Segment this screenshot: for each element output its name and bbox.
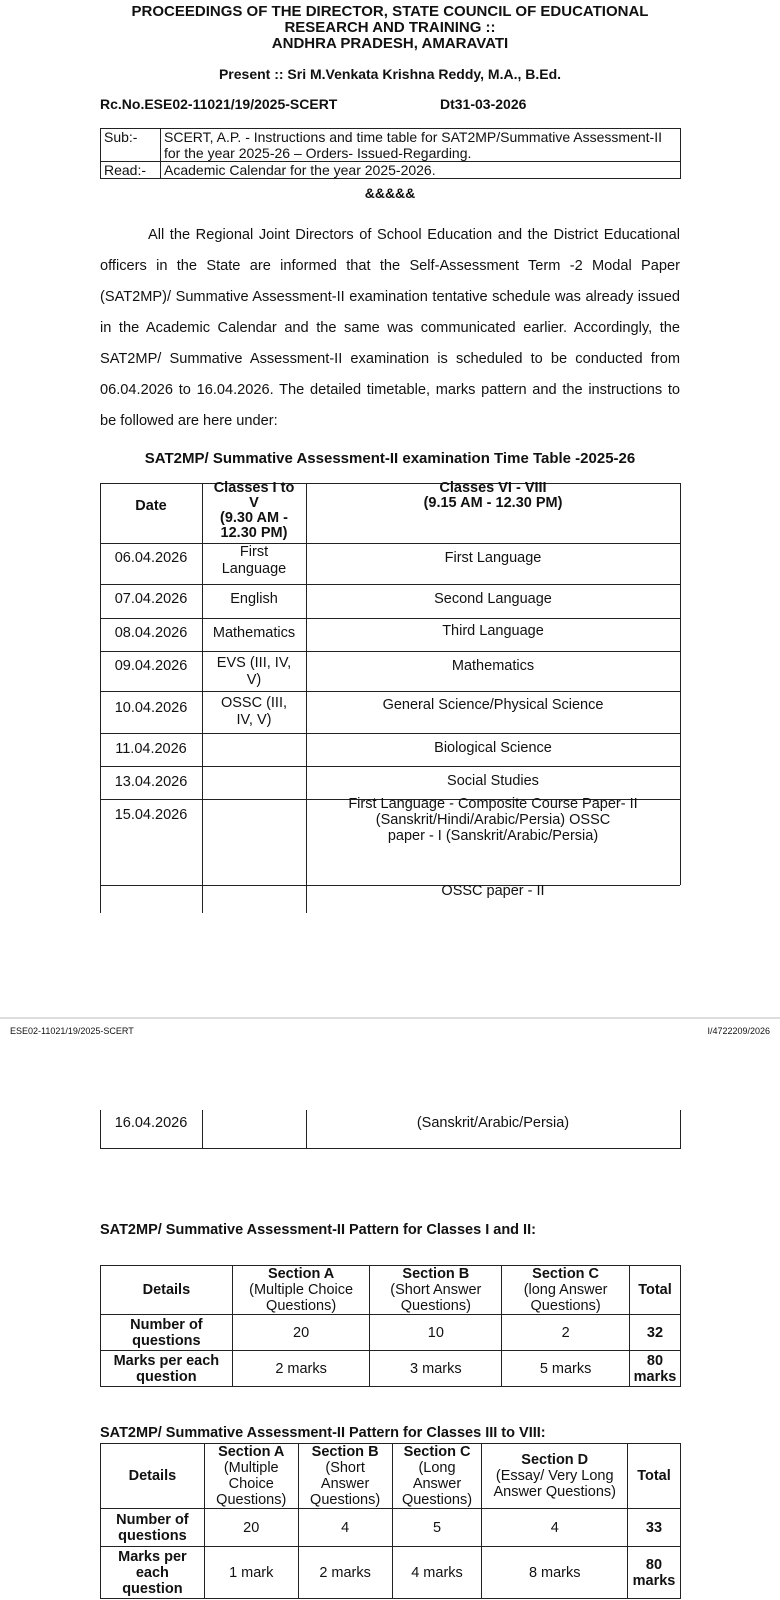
subject-box (100, 128, 681, 179)
section-sub: Questions) (266, 1298, 337, 1314)
table-border-right (680, 483, 681, 885)
cell-value: 4 (298, 1509, 392, 1547)
row-primary (202, 544, 306, 578)
cell-value: 3 marks (370, 1351, 502, 1387)
cell-value: 1 mark (204, 1547, 298, 1599)
section-sub: Answer Questions) (493, 1484, 616, 1500)
section-title: Section C (403, 1444, 471, 1460)
pattern-1-2-title: SAT2MP/ Summative Assessment-II Pattern for Classes I and II: (100, 1222, 536, 1238)
header-section-c (392, 1444, 482, 1509)
row-primary: English (230, 591, 278, 607)
timetable-continued (100, 1110, 680, 1148)
body-paragraph: All the Regional Joint Directors of School Education and the District Educational officers in the State are informed that the Self-Assessment Term -2 Modal Paper (SAT2MP)/ Summative Assessment-II examination tentative schedule was already issued in the Academic Calendar and the same was communicated earlier. Accordingly, the SAT2MP/ Summative Assessment-II examination is scheduled to be conducted from 06.04.2026 to 16.04.2026. The detailed timetable, marks pattern and the instructions to be followed are here under: (100, 227, 680, 429)
row-date: 08.04.2026 (114, 625, 188, 641)
header-section-a (232, 1266, 370, 1315)
section-sub: Questions) (401, 1492, 473, 1508)
cell-value: 5 (392, 1509, 482, 1547)
row-primary-line: EVS (III, IV, (216, 655, 292, 671)
row-label-line: Marks per each (113, 1352, 220, 1369)
row-upper: (Sanskrit/Arabic/Persia) (416, 1115, 570, 1131)
cell-value: 20 (204, 1509, 298, 1547)
table-row (101, 1444, 681, 1509)
row-date: 13.04.2026 (114, 774, 188, 790)
header-details: Details (101, 1266, 233, 1315)
section-title: Section B (311, 1444, 379, 1460)
row-date: 09.04.2026 (114, 658, 188, 674)
section-sub: (Multiple Choice (249, 1282, 354, 1298)
header-section-c (502, 1266, 630, 1315)
row-primary (202, 695, 306, 729)
section-sub: Questions) (216, 1492, 287, 1508)
row-upper: Social Studies (447, 773, 539, 789)
header-details: Details (101, 1444, 205, 1509)
header-section-b (298, 1444, 392, 1509)
section-sub: Answer (412, 1476, 462, 1492)
section-title: Section C (532, 1266, 600, 1282)
table-row (100, 691, 680, 733)
title-line-3: ANDHRA PRADESH, AMARAVATI (271, 35, 509, 52)
section-title: Section A (218, 1444, 285, 1460)
table-row (101, 1315, 681, 1351)
table-divider-1 (202, 1110, 203, 1148)
cell-total-line: marks (632, 1572, 676, 1589)
section-sub: (Short (325, 1460, 365, 1476)
row-label-line: question (122, 1580, 183, 1597)
row-upper (306, 796, 680, 844)
table-row (100, 651, 680, 691)
header-primary-line: 12.30 PM) (220, 525, 288, 541)
row-label (101, 1351, 233, 1387)
page-footer-right: I/4722209/2026 (707, 1026, 770, 1036)
table-row-split-top (100, 885, 680, 913)
header-section-d (482, 1444, 628, 1509)
cell-value: 20 (232, 1315, 370, 1351)
section-sub: (long Answer (523, 1282, 608, 1298)
row-upper-line: First Language - Composite Course Paper- II (348, 796, 638, 812)
section-sub: (Short Answer (390, 1282, 482, 1298)
cell-value: 2 marks (298, 1547, 392, 1599)
table-row (100, 543, 680, 584)
row-primary-line: OSSC (III, (220, 695, 288, 711)
timetable-header-row (100, 480, 680, 543)
pattern-3-8-table (100, 1443, 681, 1599)
title-line-2: RESEARCH AND TRAINING :: (284, 19, 496, 36)
read-text: Academic Calendar for the year 2025-2026. (161, 162, 681, 179)
row-label (101, 1509, 205, 1547)
cell-value: 8 marks (482, 1547, 628, 1599)
section-sub: (Essay/ Very Long (495, 1468, 614, 1484)
section-sub: Questions) (400, 1298, 471, 1314)
section-sub: Questions) (310, 1492, 381, 1508)
table-row (101, 1351, 681, 1387)
present-line: Present :: Sri M.Venkata Krishna Reddy, M.A., B.Ed. (218, 66, 562, 82)
section-sub: (Long (418, 1460, 456, 1476)
cell-total-line: 80 (645, 1556, 663, 1573)
table-row (100, 733, 680, 766)
header-primary-line: V (249, 495, 259, 511)
page-break (0, 1017, 780, 1019)
header-upper-line: (9.15 AM - 12.30 PM) (423, 495, 563, 511)
header-date: Date (135, 498, 167, 514)
row-upper-line: paper - I (Sanskrit/Arabic/Persia) (387, 828, 599, 844)
cell-total-line: marks (633, 1368, 677, 1385)
pattern-3-8-title: SAT2MP/ Summative Assessment-II Pattern for Classes III to VIII: (100, 1425, 546, 1441)
row-primary: Mathematics (212, 625, 296, 641)
section-sub: Questions) (530, 1298, 601, 1314)
row-label-line: each (135, 1564, 169, 1581)
row-date: 15.04.2026 (114, 807, 188, 823)
table-row (100, 796, 680, 885)
row-date: 06.04.2026 (114, 550, 188, 566)
row-upper: Second Language (434, 591, 552, 607)
row-upper: Third Language (442, 623, 544, 639)
table-bottom-border (100, 1148, 681, 1149)
reference-date: Dt31-03-2026 (440, 96, 527, 112)
row-label-line: Number of (116, 1511, 189, 1528)
cell-value: 5 marks (502, 1351, 630, 1387)
cell-value: 4 marks (392, 1547, 482, 1599)
row-date: 07.04.2026 (114, 591, 188, 607)
table-row (101, 1547, 681, 1599)
section-title: Section D (521, 1452, 589, 1468)
row-primary (202, 655, 306, 689)
read-label: Read:- (101, 162, 161, 179)
table-border-right (680, 1110, 681, 1148)
header-total: Total (628, 1444, 681, 1509)
pattern-1-2-table (100, 1265, 681, 1387)
row-label-line: Marks per (118, 1548, 187, 1565)
section-sub: Choice (228, 1476, 274, 1492)
row-primary-line: V) (246, 672, 262, 688)
section-sub: Answer (320, 1476, 370, 1492)
row-primary-line: IV, V) (236, 712, 272, 728)
sub-label: Sub:- (101, 129, 161, 162)
cell-total (629, 1351, 680, 1387)
sub-text: SCERT, A.P. - Instructions and time table for SAT2MP/Summative Assessment-II for the year 2025-26 – Orders- Issued-Regarding. (161, 129, 681, 162)
row-upper-line: (Sanskrit/Hindi/Arabic/Persia) OSSC (375, 812, 611, 828)
cell-value: 4 (482, 1509, 628, 1547)
table-row (100, 766, 680, 799)
row-label (101, 1547, 205, 1599)
header-primary-line: (9.30 AM - (220, 510, 288, 526)
row-label-line: questions (132, 1332, 201, 1349)
cell-total: 33 (628, 1509, 681, 1547)
section-title: Section B (402, 1266, 470, 1282)
row-primary-line: Language (221, 561, 287, 577)
row-date: 16.04.2026 (114, 1115, 188, 1131)
cell-value: 2 (502, 1315, 630, 1351)
row-upper: Mathematics (451, 658, 535, 674)
header-section-b (370, 1266, 502, 1315)
row-label-line: questions (118, 1527, 187, 1544)
reference-number: Rc.No.ESE02-11021/19/2025-SCERT (100, 96, 338, 112)
table-row (100, 584, 680, 618)
row-upper: OSSC paper - II (441, 883, 545, 899)
timetable-title: SAT2MP/ Summative Assessment-II examination Time Table -2025-26 (144, 450, 636, 467)
row-label-line: question (136, 1368, 197, 1385)
header-section-a (204, 1444, 298, 1509)
page-footer-left: ESE02-11021/19/2025-SCERT (10, 1026, 134, 1036)
header-upper (306, 481, 680, 511)
cell-value: 10 (370, 1315, 502, 1351)
header-primary-line: Classes I to (213, 480, 295, 496)
row-upper: General Science/Physical Science (382, 697, 604, 713)
table-row (100, 618, 680, 651)
table-row (101, 1266, 681, 1315)
section-sub: (Multiple (223, 1460, 279, 1476)
header-upper-line: Classes VI - VIII (439, 480, 547, 496)
header-total: Total (629, 1266, 680, 1315)
separator: &&&&& (364, 185, 416, 201)
row-label (101, 1315, 233, 1351)
row-upper: Biological Science (434, 740, 552, 756)
document-title (90, 4, 690, 52)
row-date: 11.04.2026 (115, 741, 187, 757)
row-primary-line: First (239, 544, 269, 560)
table-row (101, 1509, 681, 1547)
cell-total-line: 80 (646, 1352, 664, 1369)
row-label-line: Number of (130, 1316, 203, 1333)
row-upper: First Language (444, 550, 542, 566)
header-primary (202, 481, 306, 541)
cell-value: 2 marks (232, 1351, 370, 1387)
row-date: 10.04.2026 (114, 700, 188, 716)
title-line-1: PROCEEDINGS OF THE DIRECTOR, STATE COUNCIL OF EDUCATIONAL (131, 3, 649, 20)
cell-total: 32 (629, 1315, 680, 1351)
section-title: Section A (267, 1266, 335, 1282)
cell-total (628, 1547, 681, 1599)
